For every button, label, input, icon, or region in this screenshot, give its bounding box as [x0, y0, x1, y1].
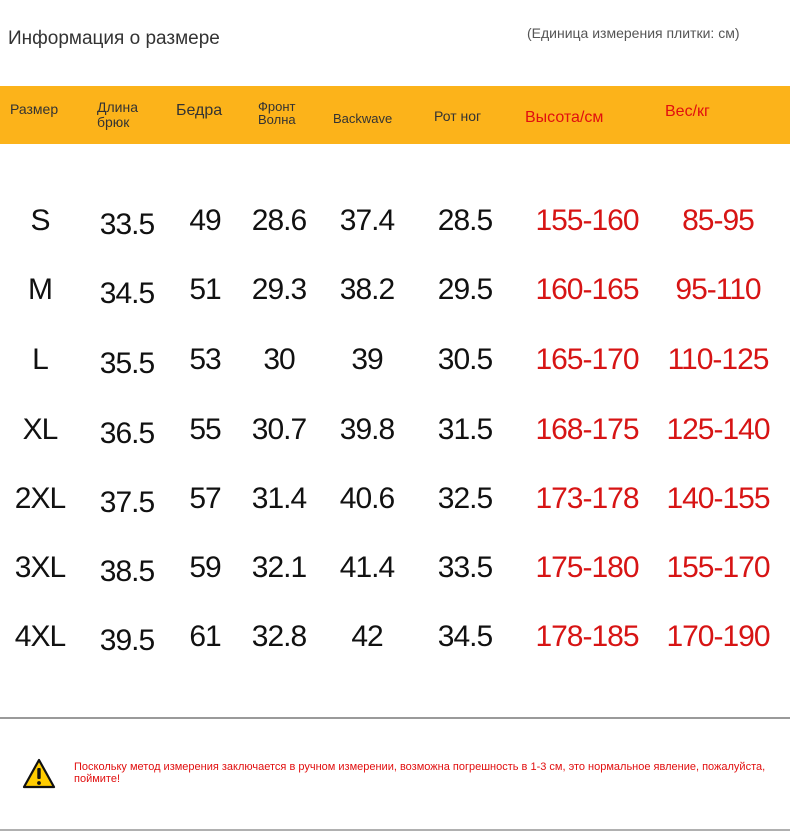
table-row	[0, 335, 790, 385]
cell-pants-length: 34.5	[99, 277, 155, 310]
cell-height-range: 160-165	[535, 273, 639, 306]
cell-height-range: 155-160	[535, 204, 639, 237]
cell-leg-opening: 30.5	[437, 343, 493, 376]
cell-front-rise: 30.7	[251, 413, 307, 446]
cell-size: L	[32, 343, 48, 376]
cell-back-rise: 37.4	[339, 204, 395, 237]
cell-weight-range: 125-140	[666, 413, 770, 446]
cell-weight-range: 95-110	[675, 273, 761, 306]
table-row	[0, 196, 790, 246]
divider	[0, 717, 790, 719]
table-header	[0, 86, 790, 144]
cell-height-range: 165-170	[535, 343, 639, 376]
cell-front-rise: 29.3	[251, 273, 307, 306]
column-header-size: Размер	[10, 101, 59, 117]
cell-weight-range: 85-95	[682, 204, 754, 237]
cell-size: 4XL	[14, 620, 66, 653]
cell-leg-opening: 28.5	[437, 204, 493, 237]
column-header-pants-length: Длина брюк	[97, 99, 138, 130]
cell-weight-range: 110-125	[667, 343, 769, 376]
column-header-hips: Бедра	[176, 102, 223, 119]
cell-pants-length: 33.5	[99, 208, 155, 241]
divider-bottom	[0, 829, 790, 831]
cell-size: M	[28, 273, 52, 306]
cell-back-rise: 38.2	[339, 273, 395, 306]
cell-pants-length: 35.5	[99, 347, 155, 380]
cell-back-rise: 40.6	[339, 482, 395, 515]
cell-back-rise: 41.4	[339, 551, 395, 584]
column-header-back-rise: Backwave	[333, 111, 393, 126]
column-header-front-rise: Фронт Волна	[258, 99, 296, 127]
cell-height-range: 168-175	[535, 413, 639, 446]
cell-back-rise: 39.8	[339, 413, 395, 446]
column-header-height: Высота/см	[525, 109, 604, 126]
cell-hips: 57	[189, 482, 221, 515]
page-title: Информация о размере	[8, 28, 220, 49]
cell-weight-range: 140-155	[666, 482, 770, 515]
cell-pants-length: 36.5	[99, 417, 155, 450]
cell-hips: 55	[189, 413, 221, 446]
cell-size: 3XL	[14, 551, 66, 584]
cell-leg-opening: 33.5	[437, 551, 493, 584]
cell-front-rise: 32.8	[251, 620, 307, 653]
cell-front-rise: 31.4	[251, 482, 307, 515]
cell-hips: 49	[189, 204, 221, 237]
cell-back-rise: 39	[351, 343, 383, 376]
cell-hips: 59	[189, 551, 221, 584]
cell-weight-range: 155-170	[666, 551, 770, 584]
cell-back-rise: 42	[351, 620, 383, 653]
table-row	[0, 612, 790, 662]
column-header-leg-opening: Рот ног	[434, 108, 482, 124]
cell-pants-length: 38.5	[99, 555, 155, 588]
cell-height-range: 178-185	[535, 620, 639, 653]
measurement-notice: Поскольку метод измерения заключается в ручном измерении, возможна погрешность в 1-3 см, это нормальное явление, пожалуйста, поймите!	[74, 761, 766, 785]
cell-size: 2XL	[14, 482, 66, 515]
cell-hips: 53	[189, 343, 221, 376]
cell-leg-opening: 34.5	[437, 620, 493, 653]
cell-hips: 61	[189, 620, 221, 653]
table-row	[0, 543, 790, 593]
cell-leg-opening: 29.5	[437, 273, 493, 306]
cell-weight-range: 170-190	[666, 620, 770, 653]
cell-leg-opening: 32.5	[437, 482, 493, 515]
cell-size: XL	[22, 413, 58, 446]
table-row	[0, 265, 790, 315]
unit-note: (Единица измерения плитки: см)	[527, 25, 740, 41]
cell-height-range: 175-180	[535, 551, 639, 584]
cell-height-range: 173-178	[535, 482, 639, 515]
cell-front-rise: 32.1	[251, 551, 307, 584]
cell-size: S	[30, 204, 50, 237]
cell-front-rise: 28.6	[251, 204, 307, 237]
cell-pants-length: 37.5	[99, 486, 155, 519]
cell-pants-length: 39.5	[99, 624, 155, 657]
table-row	[0, 405, 790, 455]
column-header-weight: Вес/кг	[665, 103, 710, 120]
cell-hips: 51	[189, 273, 221, 306]
cell-front-rise: 30	[263, 343, 295, 376]
warning-icon	[22, 758, 56, 790]
cell-leg-opening: 31.5	[437, 413, 493, 446]
table-row	[0, 474, 790, 524]
